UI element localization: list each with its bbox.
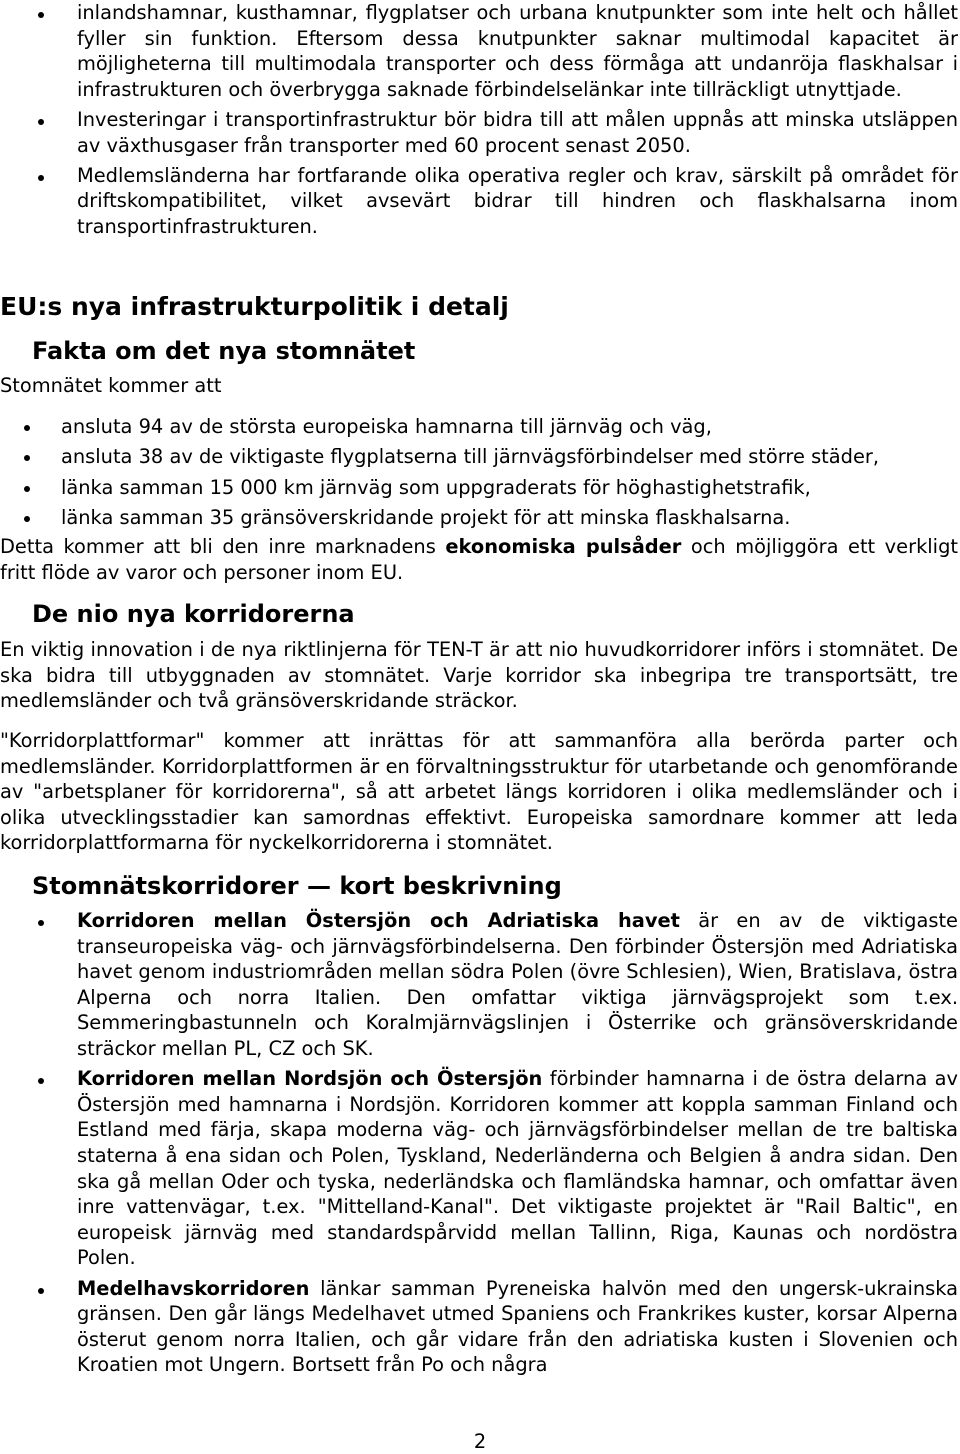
fakta-summary — [0, 534, 958, 585]
nio-heading: De nio nya korridorerna — [32, 600, 355, 628]
summary-text-end: och möjliggöra ett verkligt fritt flöde av varor och personer inom EU. — [0, 535, 958, 584]
innovation-paragraph: En viktig innovation i de nya riktlinjerna för TEN-T är att nio huvudkorridorer införs i stomnätet. De ska bidra till utbyggnaden av stomnätet. Varje korridor ska inbegripa tre transportsätt, tre medlemsländer och två gränsöverskridande sträckor. — [0, 638, 958, 713]
corridor-item — [77, 1276, 958, 1378]
summary-emphasis: ekonomiska pulsåder — [445, 535, 682, 558]
list-item: Medlemsländerna har fortfarande olika operativa regler och krav, särskilt på området för driftskompatibilitet, vilket avsevärt bidrar till hindren och flaskhalsarna inom transportinfrastrukturen. — [77, 163, 958, 238]
fakta-intro: Stomnätet kommer att — [0, 374, 222, 397]
corridor-name: Korridoren mellan Nordsjön och Östersjön — [77, 1067, 543, 1091]
fakta-heading: Fakta om det nya stomnätet — [32, 337, 416, 365]
corridor-description: länkar samman Pyreneiska halvön med den ungersk-ukrainska gränsen. Den går längs Medelhavet utmed Spaniens och Frankrikes kuster, korsar Alperna österut genom norra Italien, och går vidare från den adriatiska kusten i Slovenien och Kroatien mot Ungern. Bortsett från Po och några — [77, 1276, 958, 1377]
summary-text-start: Detta kommer att bli den inre marknadens — [0, 535, 446, 558]
corridor-list — [77, 908, 958, 1382]
korridor-heading: Stomnätskorridorer — kort beskrivning — [32, 872, 562, 900]
list-item: ansluta 94 av de största europeiska hamnarna till järnväg och väg, — [61, 412, 958, 442]
list-item: Investeringar i transportinfrastruktur bör bidra till att målen uppnås att minska utsläppen av växthusgaser från transporter med 60 procent senast 2050. — [77, 107, 958, 157]
corridor-description: förbinder hamnarna i de östra delarna av Östersjön med hamnarna i Nordsjön. Korridoren kommer att koppla samman Finland och Estland med färja, skapa moderna väg- och järnvägsförbindelser mellan de tre baltiska staterna å ena sidan och Polen, Tyskland, Nederländerna och Belgien å andra sidan. Den ska gå mellan Oder och tyska, nederländska och flamländska hamnar, och omfattar även inre vattenvägar, t.ex. "Mittelland-Kanal". Det viktigaste projektet är "Rail Baltic", en europeisk järnväg med standardspårvidd mellan Tallinn, Riga, Kaunas och nordöstra Polen. — [77, 1067, 958, 1270]
list-item: ansluta 38 av de viktigaste flygplatserna till järnvägsförbindelser med större städer, — [61, 442, 958, 472]
list-item: länka samman 35 gränsöverskridande projekt för att minska flaskhalsarna. — [61, 503, 958, 533]
requirements-list — [77, 0, 958, 244]
plattform-paragraph: "Korridorplattformar" kommer att inrättas för att sammanföra alla berörda parter och medlemsländer. Korridorplattformen är en förvaltningsstruktur för utarbetande och genomförande av "arbetsplaner för korridorerna", så att arbetet längs korridoren i olika medlemsländer och i olika utvecklingsstadier kan samordnas effektivt. Europeiska samordnare kommer att leda korridorplattformarna för nyckelkorridorerna i stomnätet. — [0, 729, 958, 855]
corridor-item — [77, 908, 958, 1062]
list-item: inlandshamnar, kusthamnar, flygplatser och urbana knutpunkter som inte helt och hållet fyller sin funktion. Eftersom dessa knutpunkter saknar multimodal kapacitet är möjligheterna till multimodala transporter och dess förmåga att undanröja flaskhalsar i infrastrukturen och överbrygga saknade förbindelselänkar inte tillräckligt utnyttjade. — [77, 1, 958, 101]
list-item: länka samman 15 000 km järnväg som uppgraderats för höghastighetstrafik, — [61, 473, 958, 503]
corridor-description: är en av de viktigaste transeuropeiska väg- och järnvägsförbindelserna. Den förbinder Östersjön med Adriatiska havet genom industriområden mellan södra Polen (övre Schlesien), Wien, Bratislava, östra Alperna och norra Italien. Den omfattar viktiga järnvägsprojekt som t.ex. Semmeringbastunneln och Koralmjärnvägslinjen i Österrike och gränsöverskridande sträckor mellan PL, CZ och SK. — [77, 909, 958, 1060]
corridor-name: Korridoren mellan Östersjön och Adriatiska havet — [77, 909, 680, 932]
section-title: EU:s nya infrastrukturpolitik i detalj — [0, 292, 509, 321]
page-number: 2 — [473, 1430, 487, 1453]
corridor-name: Medelhavskorridoren — [77, 1276, 310, 1300]
fakta-list — [61, 412, 958, 533]
corridor-item — [77, 1066, 958, 1271]
